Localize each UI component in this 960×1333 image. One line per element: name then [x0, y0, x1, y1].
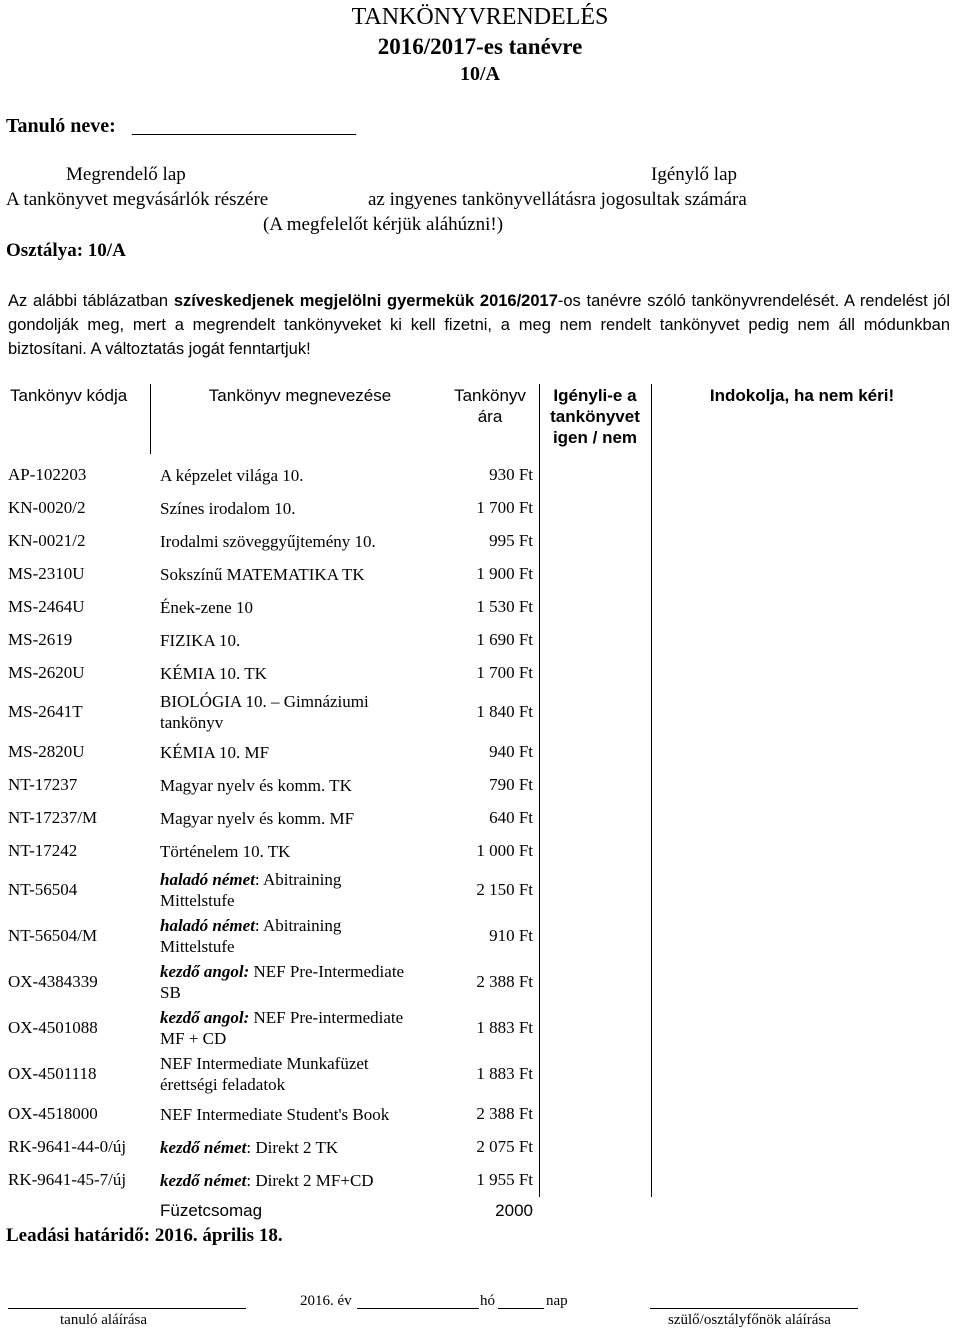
row-want-cell[interactable] [540, 491, 650, 524]
date-month-label: hó [480, 1293, 495, 1309]
row-name-text: NEF Pre-intermediate [249, 1008, 404, 1027]
row-name [160, 961, 404, 1003]
row-want-cell[interactable] [540, 913, 650, 959]
row-want-cell[interactable] [540, 1130, 650, 1163]
table-divider [150, 384, 151, 454]
row-name [160, 1137, 338, 1158]
student-name-line[interactable] [132, 134, 356, 135]
row-name [160, 663, 267, 684]
row-reason-cell[interactable] [652, 458, 952, 491]
row-want-cell[interactable] [540, 623, 650, 656]
row-name [160, 630, 240, 651]
row-price: 790 Ft [489, 774, 533, 794]
row-price: 1 883 Ft [476, 1018, 533, 1037]
date-year: 2016. év [300, 1293, 352, 1309]
school-year: 2016/2017-es tanévre [377, 34, 583, 59]
row-name-line1 [160, 1104, 389, 1125]
row-code: MS-2619 [8, 629, 73, 649]
row-name-text: Színes irodalom 10. [160, 498, 296, 518]
row-name [160, 869, 341, 911]
row-name [160, 808, 354, 829]
row-want-cell[interactable] [540, 524, 650, 557]
row-name-text: KÉMIA 10. TK [160, 663, 267, 683]
row-price: 640 Ft [489, 807, 533, 827]
row-want-cell[interactable] [540, 801, 650, 834]
row-want-cell[interactable] [540, 557, 650, 590]
row-reason-cell[interactable] [652, 735, 952, 768]
row-name-line1 [160, 841, 290, 862]
col-header-want-2: tankönyvet [550, 407, 640, 426]
row-price: 2 075 Ft [476, 1136, 533, 1156]
col-header-price-2: ára [477, 407, 503, 426]
student-signature-line[interactable] [8, 1308, 246, 1309]
row-reason-cell[interactable] [652, 1005, 952, 1051]
row-reason-cell[interactable] [652, 1097, 952, 1130]
row-want-cell[interactable] [540, 834, 650, 867]
row-name [160, 1104, 389, 1125]
row-name-line1 [160, 691, 369, 712]
date-day-line[interactable] [498, 1308, 544, 1309]
row-price: 1 700 Ft [476, 497, 533, 517]
row-name-line2: Mittelstufe [160, 937, 235, 956]
parent-signature-label: szülő/osztályfőnök aláírása [668, 1312, 831, 1328]
row-name-text: Ének-zene 10 [160, 597, 253, 617]
row-name [160, 465, 304, 486]
row-name-line1 [160, 1053, 369, 1074]
col-header-price-1: Tankönyv [454, 386, 526, 405]
row-name [160, 1170, 374, 1191]
row-name-text: BIOLÓGIA 10. – Gimnáziumi [160, 692, 369, 711]
row-reason-cell[interactable] [652, 1051, 952, 1097]
row-code: MS-2464U [8, 596, 85, 616]
row-name-line2: Mittelstufe [160, 891, 235, 910]
row-want-cell[interactable] [540, 1097, 650, 1130]
row-name [160, 775, 352, 796]
row-price: 1 000 Ft [476, 840, 533, 860]
row-price: 1 900 Ft [476, 563, 533, 583]
row-reason-cell[interactable] [652, 557, 952, 590]
row-name [160, 841, 290, 862]
row-reason-cell[interactable] [652, 590, 952, 623]
row-reason-cell[interactable] [652, 801, 952, 834]
row-reason-cell[interactable] [652, 1163, 952, 1196]
row-reason-cell[interactable] [652, 834, 952, 867]
row-price: 1 883 Ft [476, 1064, 533, 1083]
row-name-line1 [160, 915, 341, 936]
row-reason-cell[interactable] [652, 959, 952, 1005]
row-code: MS-2620U [8, 662, 85, 682]
row-name-text: Történelem 10. TK [160, 841, 291, 861]
row-price: 940 Ft [489, 741, 533, 761]
row-name-line1 [160, 498, 296, 519]
row-price: 1 690 Ft [476, 629, 533, 649]
row-name-line1 [160, 775, 352, 796]
intro-text-1: Az alábbi táblázatban [8, 292, 174, 310]
intro-text-2: -os tanévre szóló tankönyvrendelését. A rendelést jól gondolják meg, mert a megrendelt tankönyveket ki kell fizetni, a meg nem rendelt tankönyvet pedig nem áll módunkban biztosítani. A változtatás jogát fenntartjuk! [8, 292, 950, 358]
row-name-line1 [160, 869, 341, 890]
row-name-line1 [160, 465, 304, 486]
row-name-text: : Abitraining [254, 916, 342, 935]
row-code: RK-9641-45-7/új [8, 1169, 127, 1189]
row-reason-cell[interactable] [652, 623, 952, 656]
row-price: 2 388 Ft [476, 972, 533, 991]
student-name-label: Tanuló neve: [6, 115, 116, 137]
row-name-text: NEF Intermediate Munkafüzet [160, 1054, 369, 1073]
row-want-cell[interactable] [540, 735, 650, 768]
row-reason-cell[interactable] [652, 1130, 952, 1163]
row-want-cell[interactable] [540, 689, 650, 735]
row-name [160, 1007, 403, 1049]
extra-item-name: Füzetcsomag [160, 1201, 263, 1220]
row-code: MS-2310U [8, 563, 85, 583]
row-price: 2 150 Ft [476, 880, 533, 899]
row-want-cell[interactable] [540, 590, 650, 623]
row-name-line2: tankönyv [160, 713, 224, 732]
row-name-line1 [160, 808, 354, 829]
intro-paragraph [8, 289, 950, 361]
col-header-want-3: igen / nem [552, 428, 638, 447]
row-name-line1 [160, 663, 267, 684]
row-price: 910 Ft [489, 926, 533, 945]
row-name-line2: SB [160, 983, 181, 1002]
row-code: RK-9641-44-0/új [8, 1136, 127, 1156]
row-want-cell[interactable] [540, 656, 650, 689]
row-price: 1 530 Ft [476, 596, 533, 616]
request-form-title[interactable]: Igénylő lap [651, 164, 738, 185]
row-name-text: A képzelet világa 10. [160, 465, 304, 485]
row-reason-cell[interactable] [652, 867, 952, 913]
row-name-emphasis: kezdő német [160, 1170, 247, 1190]
row-name [160, 691, 369, 733]
request-form-subtitle: az ingyenes tankönyvellátásra jogosultak számára [368, 189, 747, 210]
underline-note: (A megfelelőt kérjük aláhúzni!) [263, 214, 504, 235]
row-name-emphasis: haladó német [160, 916, 255, 935]
row-name [160, 531, 376, 552]
row-reason-cell[interactable] [652, 913, 952, 959]
row-reason-cell[interactable] [652, 656, 952, 689]
class-heading: 10/A [460, 63, 500, 85]
row-reason-cell[interactable] [652, 491, 952, 524]
row-code: NT-17237/M [8, 807, 98, 827]
row-name [160, 1053, 369, 1095]
row-name-emphasis: haladó német [160, 870, 255, 889]
student-signature-label: tanuló aláírása [60, 1312, 148, 1328]
row-name-line1 [160, 742, 269, 763]
row-name-text: : Direkt 2 MF+CD [246, 1170, 374, 1190]
row-want-cell[interactable] [540, 1051, 650, 1097]
row-name-text: Magyar nyelv és komm. MF [160, 808, 355, 828]
row-name-line1 [160, 1170, 374, 1191]
date-month-line[interactable] [357, 1308, 479, 1309]
row-code: OX-4384339 [8, 972, 98, 991]
row-want-cell[interactable] [540, 867, 650, 913]
row-name-line1 [160, 961, 404, 982]
row-reason-cell[interactable] [652, 689, 952, 735]
row-reason-cell[interactable] [652, 524, 952, 557]
row-price: 995 Ft [489, 530, 533, 550]
row-code: AP-102203 [8, 464, 87, 484]
extra-item-price: 2000 [495, 1201, 533, 1220]
col-header-want [540, 385, 650, 448]
row-code: NT-17237 [8, 774, 78, 794]
row-code: KN-0020/2 [8, 497, 86, 517]
parent-signature-line[interactable] [650, 1308, 858, 1309]
row-name [160, 742, 269, 763]
row-name-text: NEF Intermediate Student's Book [160, 1104, 390, 1124]
row-name-text: NEF Pre-Intermediate [249, 962, 405, 981]
row-name-line1 [160, 531, 376, 552]
order-form-subtitle: A tankönyvet megvásárlók részére [6, 189, 269, 210]
intro-text-emphasis: szíveskedjenek megjelölni gyermekük 2016/2017 [173, 292, 558, 310]
order-form-title[interactable]: Megrendelő lap [66, 164, 186, 185]
row-code: MS-2641T [8, 702, 83, 721]
row-want-cell[interactable] [540, 1005, 650, 1051]
deadline: Leadási határidő: 2016. április 18. [6, 1225, 283, 1246]
row-name-text: : Abitraining [254, 870, 342, 889]
col-header-want-1: Igényli-e a [553, 386, 637, 405]
row-name-text: Sokszínű MATEMATIKA TK [160, 564, 365, 584]
col-header-reason: Indokolja, ha nem kéri! [709, 386, 895, 405]
col-header-code: Tankönyv kódja [10, 386, 128, 405]
row-name-emphasis: kezdő angol: [160, 1008, 250, 1027]
row-name-line1 [160, 1137, 338, 1158]
row-name-text: Irodalmi szöveggyűjtemény 10. [160, 531, 376, 551]
row-name-line1 [160, 564, 365, 585]
row-code: MS-2820U [8, 741, 85, 761]
row-name-emphasis: kezdő német [160, 1137, 247, 1157]
document-title: TANKÖNYVRENDELÉS [351, 4, 609, 30]
row-name-text: FIZIKA 10. [160, 630, 241, 650]
row-name-line2: érettségi feladatok [160, 1075, 286, 1094]
row-reason-cell[interactable] [652, 768, 952, 801]
col-header-price [440, 385, 540, 427]
row-code: KN-0021/2 [8, 530, 86, 550]
row-name-text: KÉMIA 10. MF [160, 742, 270, 762]
row-name-emphasis: kezdő angol: [160, 962, 250, 981]
row-code: NT-56504/M [8, 926, 98, 945]
row-price: 1 955 Ft [476, 1169, 533, 1189]
row-name-line2: MF + CD [160, 1029, 227, 1048]
date-day-label: nap [546, 1293, 568, 1309]
row-name [160, 597, 253, 618]
row-name-text: : Direkt 2 TK [246, 1137, 339, 1157]
row-want-cell[interactable] [540, 959, 650, 1005]
row-code: OX-4501118 [8, 1064, 97, 1083]
row-code: OX-4518000 [8, 1103, 98, 1123]
col-header-name: Tankönyv megnevezése [208, 386, 392, 405]
row-code: NT-17242 [8, 840, 78, 860]
row-name [160, 498, 296, 519]
row-name [160, 564, 365, 585]
row-name-line1 [160, 1007, 403, 1028]
row-price: 2 388 Ft [476, 1103, 533, 1123]
row-want-cell[interactable] [540, 458, 650, 491]
row-want-cell[interactable] [540, 768, 650, 801]
row-price: 930 Ft [489, 464, 533, 484]
row-price: 1 840 Ft [476, 702, 533, 721]
row-price: 1 700 Ft [476, 662, 533, 682]
row-name-line1 [160, 630, 240, 651]
row-code: OX-4501088 [8, 1018, 98, 1037]
row-code: NT-56504 [8, 880, 78, 899]
class-label: Osztálya: 10/A [6, 240, 126, 261]
row-name [160, 915, 341, 957]
row-name-text: Magyar nyelv és komm. TK [160, 775, 352, 795]
row-want-cell[interactable] [540, 1163, 650, 1196]
row-name-line1 [160, 597, 253, 618]
